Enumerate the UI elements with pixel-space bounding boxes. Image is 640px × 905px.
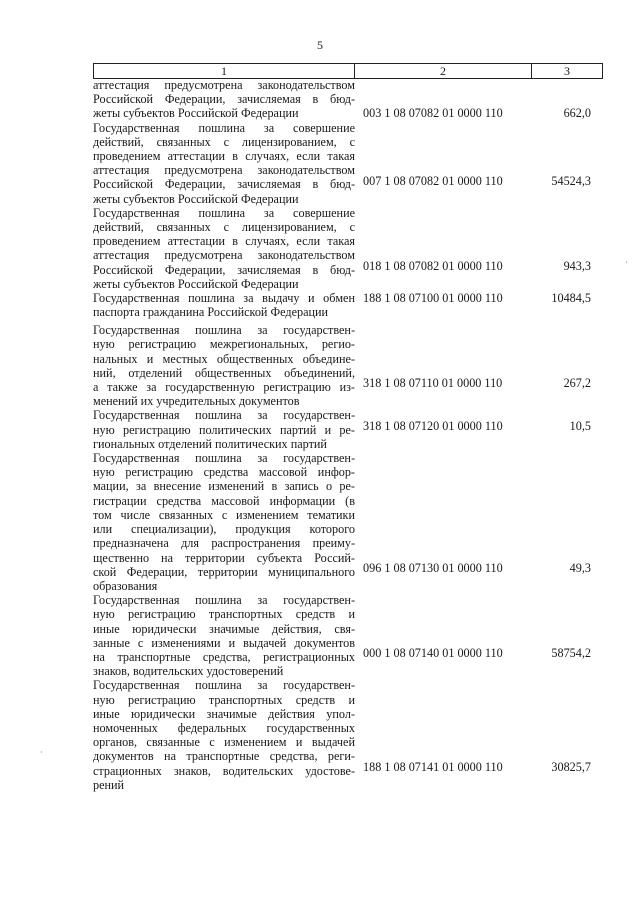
description-line: ную регистрацию транспортных средств и <box>93 607 355 622</box>
amount-value: 49,3 <box>569 560 591 575</box>
amount-value: 30825,7 <box>551 759 591 774</box>
table-row <box>93 678 601 792</box>
amount-value: 267,2 <box>563 376 591 391</box>
description-line: гиональных отделений политических партий <box>93 436 327 451</box>
scan-speck: · <box>40 748 43 757</box>
row-description <box>93 593 355 678</box>
description-line: Государственная пошлина за государствен- <box>93 593 355 608</box>
table-body <box>93 78 601 792</box>
table-row <box>93 291 601 323</box>
description-line: жеты субъектов Российской Федерации <box>93 106 299 121</box>
description-line: или специализации), продукция которого <box>93 522 355 537</box>
description-line: Государственная пошлина за государствен- <box>93 678 355 693</box>
description-line: проведением аттестации в случаях, если такая <box>93 149 355 164</box>
budget-code: 018 1 08 07082 01 0000 110 <box>363 258 503 273</box>
budget-code: 188 1 08 07100 01 0000 110 <box>363 291 503 306</box>
description-line: ской Федерации, территории муниципального <box>93 564 355 579</box>
description-line: менений их учредительных документов <box>93 394 300 409</box>
amount-value: 662,0 <box>563 106 591 121</box>
row-description <box>93 451 355 593</box>
budget-code: 318 1 08 07120 01 0000 110 <box>363 418 503 433</box>
description-line: ную регистрацию политических партий и ре- <box>93 422 355 437</box>
row-description <box>93 78 355 121</box>
description-line: образования <box>93 578 158 593</box>
description-line: ний, отделений общественных объединений, <box>93 365 355 380</box>
amount-value: 58754,2 <box>551 646 591 661</box>
budget-code: 000 1 08 07140 01 0000 110 <box>363 646 503 661</box>
table-row <box>93 206 601 291</box>
description-line: мации, за внесение изменений в запись о ре- <box>93 479 355 494</box>
description-line: страционных знаков, водительских удостове- <box>93 763 355 778</box>
description-line: жеты субъектов Российской Федерации <box>93 276 299 291</box>
description-line: знаков, водительских удостоверений <box>93 664 284 679</box>
budget-code: 003 1 08 07082 01 0000 110 <box>363 106 503 121</box>
budget-code: 188 1 08 07141 01 0000 110 <box>363 759 503 774</box>
description-line: аттестация предусмотрена законодательством <box>93 78 355 92</box>
page-number: 5 <box>317 38 323 52</box>
description-line: том числе связанных с изменением тематики <box>93 507 355 522</box>
description-line: аттестация предусмотрена законодательством <box>93 163 355 178</box>
description-line: иные юридически значимые действия упол- <box>93 706 355 721</box>
description-line: ную регистрацию межрегиональных, регио- <box>93 337 355 352</box>
description-line: Российской Федерации, зачисляемая в бюд- <box>93 177 355 192</box>
description-line: Государственная пошлина за государствен- <box>93 451 355 466</box>
description-line: органов, связанные с изменением и выдачей <box>93 735 355 750</box>
budget-code: 096 1 08 07130 01 0000 110 <box>363 560 503 575</box>
description-line: рений <box>93 777 125 792</box>
description-line: занные с изменениями и выдачей документов <box>93 635 355 650</box>
description-line: Государственная пошлина за совершение <box>93 205 355 220</box>
scan-speck: · <box>625 258 628 267</box>
description-line: гистрации средства массовой информации (в <box>93 493 355 508</box>
amount-value: 943,3 <box>563 258 591 273</box>
row-description <box>93 678 355 792</box>
description-line: Государственная пошлина за выдачу и обмен <box>93 291 355 306</box>
description-line: Государственная пошлина за государствен- <box>93 408 355 423</box>
description-line: документов на транспортные средства, реги- <box>93 749 355 764</box>
table-row <box>93 78 601 121</box>
description-line: Российской Федерации, зачисляемая в бюд- <box>93 262 355 277</box>
description-line: нальных и местных общественных объедине- <box>93 351 355 366</box>
amount-value: 10,5 <box>569 418 591 433</box>
description-line: Государственная пошлина за совершение <box>93 120 355 135</box>
budget-code: 007 1 08 07082 01 0000 110 <box>363 173 503 188</box>
table-row <box>93 451 601 593</box>
row-description <box>93 408 355 451</box>
header-col-2: 2 <box>355 64 532 78</box>
description-line: проведением аттестации в случаях, если такая <box>93 234 355 249</box>
description-line: действий, связанных с лицензированием, с <box>93 134 355 149</box>
table-row <box>93 593 601 678</box>
description-line: номоченных федеральных государственных <box>93 720 355 735</box>
description-line: действий, связанных с лицензированием, с <box>93 220 355 235</box>
description-line: Российской Федерации, зачисляемая в бюд- <box>93 92 355 107</box>
description-line: жеты субъектов Российской Федерации <box>93 191 299 206</box>
amount-value: 10484,5 <box>551 291 591 306</box>
amount-value: 54524,3 <box>551 173 591 188</box>
description-line: предназначена для распространения преиму- <box>93 536 355 551</box>
header-col-1: 1 <box>94 64 355 78</box>
table-row <box>93 323 601 408</box>
description-line: паспорта гражданина Российской Федерации <box>93 305 329 320</box>
description-line: щественно на территории субъекта Россий- <box>93 550 355 565</box>
description-line: ную регистрацию средства массовой инфор- <box>93 465 355 480</box>
description-line: иные юридически значимые действия, свя- <box>93 621 355 636</box>
row-description <box>93 323 355 408</box>
row-description <box>93 291 355 323</box>
description-line: аттестация предусмотрена законодательством <box>93 248 355 263</box>
header-col-3: 3 <box>564 64 570 78</box>
table-row <box>93 121 601 206</box>
row-description <box>93 121 355 206</box>
row-description <box>93 206 355 291</box>
description-line: на транспортные средства, регистрационных <box>93 649 355 664</box>
budget-code: 318 1 08 07110 01 0000 110 <box>363 376 503 391</box>
description-line: а также за государственную регистрацию из- <box>93 380 355 395</box>
description-line: Государственная пошлина за государствен- <box>93 323 355 338</box>
description-line: ную регистрацию транспортных средств и <box>93 692 355 707</box>
table-header <box>93 63 603 79</box>
table-row <box>93 408 601 451</box>
